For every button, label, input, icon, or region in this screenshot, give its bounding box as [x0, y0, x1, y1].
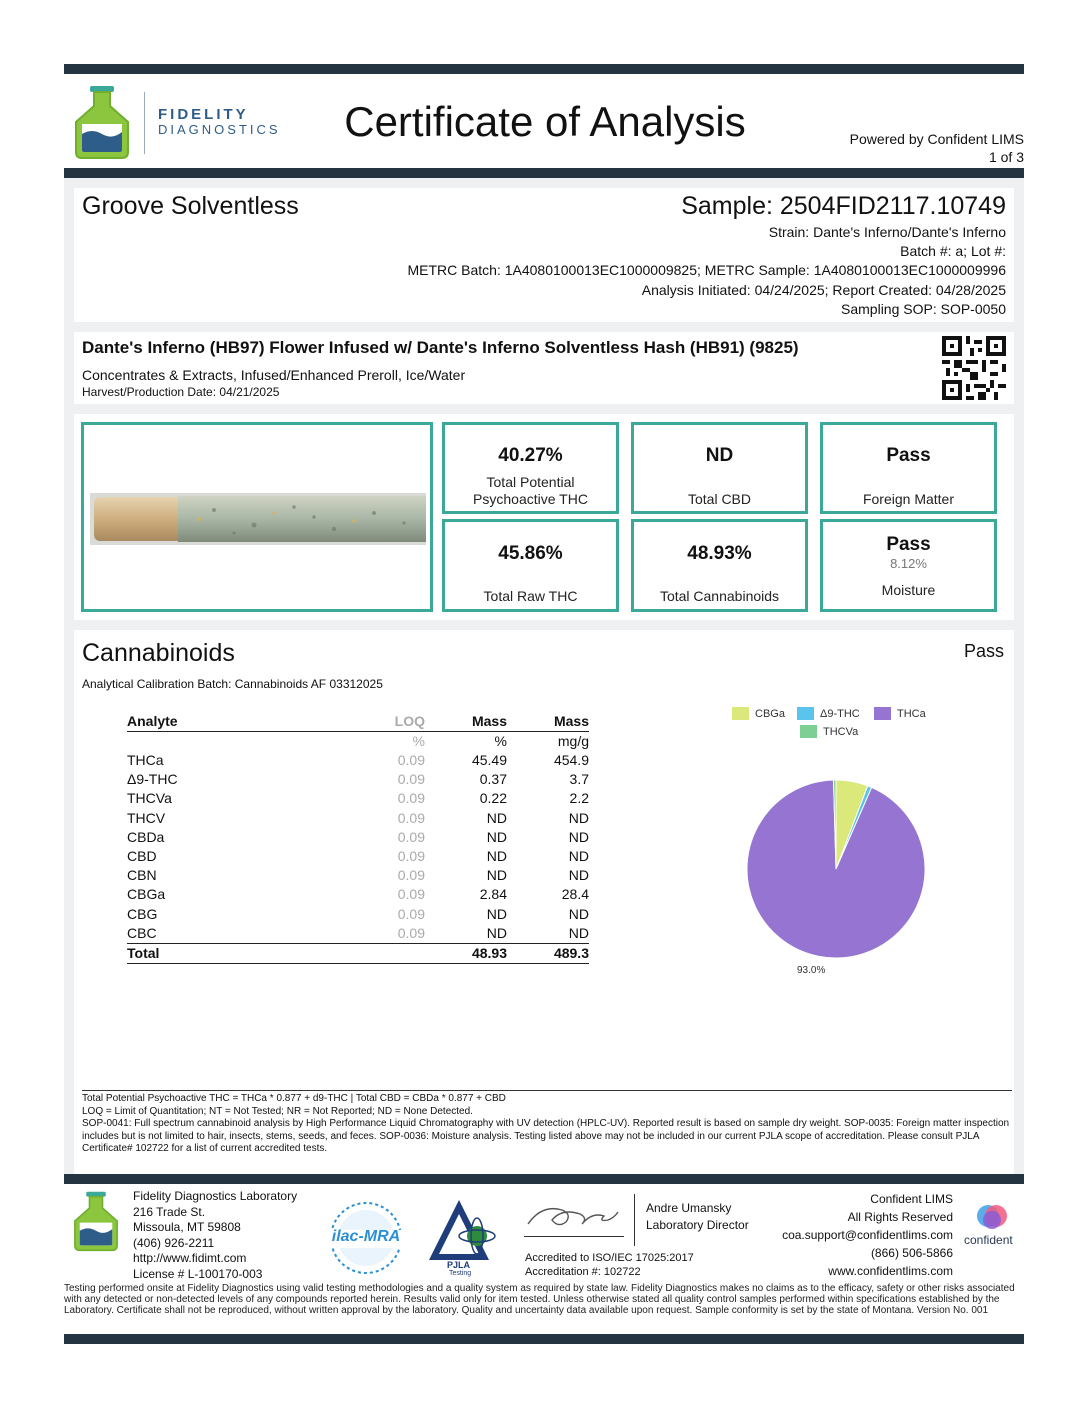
- confident-logo: [962, 1202, 1022, 1250]
- summary-label: Moisture: [881, 582, 936, 598]
- mass-percent-cell: 45.49: [471, 752, 507, 769]
- mass-percent-cell: ND: [486, 848, 507, 865]
- table-header-row: [127, 712, 589, 732]
- unit-cell: [127, 732, 277, 752]
- iso-accreditation: Accredited to ISO/IEC 17025:2017: [525, 1252, 694, 1264]
- pjla-logo: [425, 1198, 505, 1280]
- footnote: SOP-0041: Full spectrum cannabinoid analysis by High Performance Liquid Chromatography with UV detection (HPLC-UV). Reported result is based on sample dry weight. SOP-0035: Foreign matter inspection includes but is not limited to hair, insects, stems, seeds, and feces. SOP-0036: Moisture analysis. Testing listed above may not be included in our current PJLA scope of accreditation. Please consult PJLA Certificate# 102722 for a list of current accredited tests.: [82, 1118, 1010, 1155]
- mass-mg-cell: ND: [568, 905, 589, 922]
- legend-swatch: [874, 707, 891, 720]
- footer-top-bar: [64, 1174, 1024, 1184]
- legend-item-d9thc: [797, 707, 860, 720]
- strain: Strain: Dante's Inferno/Dante's Inferno: [768, 224, 1006, 240]
- summary-value: 40.27%: [498, 445, 563, 466]
- product-image-frame: [81, 422, 433, 612]
- flask-icon: [70, 84, 134, 160]
- lims-email[interactable]: coa.support@confidentlims.com: [782, 1228, 953, 1242]
- loq-cell: 0.09: [397, 771, 425, 788]
- director-title: Laboratory Director: [646, 1218, 749, 1232]
- legend-label: Δ9-THC: [820, 707, 860, 720]
- loq-cell: 0.09: [397, 886, 425, 903]
- summary-tile-total-cbd: [631, 422, 808, 514]
- analyte-cell: CBD: [127, 848, 157, 865]
- lims-name: Confident LIMS: [870, 1192, 953, 1206]
- lab-street: 216 Trade St.: [133, 1204, 206, 1219]
- sample-id: Sample: 2504FID2117.10749: [681, 192, 1006, 220]
- signature-divider: [634, 1194, 635, 1246]
- loq-cell: 0.09: [397, 905, 425, 922]
- unit-cell: %: [494, 733, 507, 749]
- summary-value: Pass: [886, 534, 931, 555]
- top-bar: [64, 64, 1024, 74]
- product-section: [74, 332, 1014, 404]
- page-title: Certificate of Analysis: [344, 98, 746, 145]
- harvest-date: Harvest/Production Date: 04/21/2025: [82, 385, 280, 399]
- summary-label: Total CBD: [687, 491, 752, 507]
- brand-name: FIDELITY: [158, 106, 249, 123]
- lims-rights: All Rights Reserved: [847, 1210, 953, 1224]
- analyte-cell: CBN: [127, 867, 157, 884]
- bottom-bar: [64, 1334, 1024, 1344]
- calibration-batch: Analytical Calibration Batch: Cannabinoids AF 03312025: [82, 677, 383, 691]
- header-bottom-bar: [64, 168, 1024, 178]
- summary-value: ND: [705, 445, 734, 466]
- analyte-cell: Δ9-THC: [127, 771, 178, 788]
- preroll-image: [84, 425, 430, 609]
- legend-swatch: [732, 707, 749, 720]
- column-header: Mass: [507, 712, 589, 732]
- cannabinoids-status: Pass: [963, 641, 1004, 661]
- table-row: [127, 847, 589, 866]
- mass-mg-cell: 489.3: [507, 943, 589, 963]
- summary-label: Total Potential Psychoactive THC: [473, 474, 588, 507]
- sampling-sop: Sampling SOP: SOP-0050: [841, 301, 1006, 317]
- loq-cell: 0.09: [397, 809, 425, 826]
- mass-mg-cell: ND: [568, 924, 589, 941]
- mass-mg-cell: 28.4: [561, 886, 589, 903]
- legend-swatch: [800, 725, 817, 738]
- cannabinoid-pie-chart: [730, 765, 950, 985]
- metrc-info: METRC Batch: 1A4080100013EC1000009825; METRC Sample: 1A4080100013EC1000009996: [407, 262, 1006, 278]
- table-row: [127, 751, 589, 770]
- pie-slice-label: 93.0%: [797, 965, 826, 976]
- lab-address: [133, 1189, 297, 1282]
- unit-cell: %: [412, 733, 425, 749]
- batch-lot: Batch #: a; Lot #:: [900, 243, 1006, 259]
- legend-item-cbga: [732, 707, 785, 720]
- legend-label: CBGa: [755, 707, 785, 720]
- mass-percent-cell: ND: [486, 867, 507, 884]
- analyte-cell: THCV: [127, 809, 166, 826]
- product-category: Concentrates & Extracts, Infused/Enhanced Preroll, Ice/Water: [82, 367, 466, 383]
- footnote: LOQ = Limit of Quantitation; NT = Not Tested; NR = Not Reported; ND = None Detected.: [82, 1105, 473, 1117]
- summary-value: 48.93%: [687, 543, 752, 564]
- flask-icon: [70, 1190, 122, 1252]
- pjla-subtext: Testing: [449, 1270, 472, 1277]
- legend-swatch: [797, 707, 814, 720]
- loq-cell: 0.09: [397, 790, 425, 807]
- mass-percent-cell: ND: [486, 905, 507, 922]
- mass-percent-cell: ND: [486, 809, 507, 826]
- analyte-cell: CBGa: [127, 886, 166, 903]
- mass-percent-cell: 0.22: [479, 790, 507, 807]
- summary-tile-foreign-matter: [820, 422, 997, 514]
- mass-percent-cell: 0.37: [479, 771, 507, 788]
- analyte-cell: Total: [127, 943, 277, 963]
- director-signature: [522, 1198, 622, 1234]
- table-row: [127, 924, 589, 944]
- mass-mg-cell: 3.7: [569, 771, 589, 788]
- mass-mg-cell: ND: [568, 828, 589, 845]
- ilac-mra-text: ilac-MRA: [331, 1228, 401, 1245]
- loq-cell: 0.09: [397, 848, 425, 865]
- lab-phone: (406) 926-2211: [133, 1235, 215, 1250]
- mass-mg-cell: ND: [568, 809, 589, 826]
- ilac-mra-logo: [328, 1200, 404, 1278]
- mass-percent-cell: 2.84: [479, 886, 507, 903]
- loq-cell: 0.09: [397, 828, 425, 845]
- analyte-cell: THCa: [127, 752, 164, 769]
- lims-contact: [782, 1190, 953, 1280]
- lims-website[interactable]: www.confidentlims.com: [828, 1264, 953, 1278]
- column-header: Analyte: [127, 712, 277, 732]
- fidelity-logo: [70, 84, 134, 160]
- lab-license: License # L-100170-003: [133, 1266, 263, 1281]
- mass-percent-cell: 48.93: [425, 943, 507, 963]
- client-section: [74, 188, 1014, 322]
- mass-mg-cell: ND: [568, 848, 589, 865]
- analysis-dates: Analysis Initiated: 04/24/2025; Report Created: 04/28/2025: [641, 282, 1006, 298]
- client-name: Groove Solventless: [82, 192, 299, 220]
- column-header: Mass: [425, 712, 507, 732]
- legend-label: THCVa: [823, 725, 859, 738]
- table-row: [127, 885, 589, 904]
- disclaimer: Testing performed onsite at Fidelity Diagnostics using valid testing methodologies and a quality system as required by state law. Fidelity Diagnostics makes no claims as to the efficacy, safety or other risks associated with any detected or non-detected levels of any compounds reported herein. Results valid only for item tested. Unless otherwise stated all quality control samples performed within specifications established by the Laboratory. Certificate shall not be reproduced, without written approval by the laboratory. Quality and uncertainty data available upon request. Sample conformity is set by the state of Montana. Version No. 001: [64, 1283, 1015, 1316]
- confident-wordmark: confident: [964, 1233, 1013, 1247]
- pjla-text: PJLA: [447, 1260, 471, 1270]
- summary-tile-moisture: [820, 519, 997, 612]
- analyte-cell: CBDa: [127, 828, 165, 845]
- summary-subvalue: 8.12%: [890, 556, 927, 571]
- summary-label: Total Cannabinoids: [659, 588, 780, 604]
- table-row: [127, 905, 589, 924]
- mass-mg-cell: 454.9: [553, 752, 589, 769]
- lab-website[interactable]: http://www.fidimt.com: [133, 1251, 247, 1265]
- mass-mg-cell: ND: [568, 867, 589, 884]
- table-row: [127, 828, 589, 847]
- summary-label: Foreign Matter: [862, 491, 955, 507]
- mass-mg-cell: 2.2: [569, 790, 589, 807]
- mass-percent-cell: ND: [486, 924, 507, 941]
- lab-city: Missoula, MT 59808: [133, 1220, 241, 1234]
- page-number: 1 of 3: [988, 149, 1024, 165]
- analyte-cell: THCVa: [127, 790, 172, 807]
- table-row: [127, 770, 589, 789]
- summary-value: Pass: [886, 445, 931, 466]
- table-row: [127, 789, 589, 808]
- summary-tile-total-cannabinoids: [631, 519, 808, 612]
- footnotes: [82, 1090, 1012, 1156]
- summary-tile-psychoactive-thc: [442, 422, 619, 514]
- loq-cell: 0.09: [397, 752, 425, 769]
- legend-label: THCa: [897, 707, 926, 720]
- summary-label: Total Raw THC: [483, 588, 578, 604]
- footnote: Total Potential Psychoactive THC = THCa * 0.877 + d9-THC | Total CBD = CBDa * 0.877 + CBD: [82, 1093, 506, 1104]
- confident-icon: [962, 1202, 1022, 1232]
- powered-by: Powered by Confident LIMS: [849, 131, 1024, 147]
- total-row: [127, 943, 589, 963]
- brand-subtitle: DIAGNOSTICS: [158, 122, 281, 137]
- accreditation-number: Accreditation #: 102722: [525, 1266, 641, 1278]
- footer-fidelity-logo: [70, 1190, 122, 1257]
- cannabinoids-heading: Cannabinoids: [82, 639, 235, 667]
- loq-cell: 0.09: [397, 867, 425, 884]
- column-header: LOQ: [277, 712, 425, 732]
- analyte-cell: CBG: [127, 905, 158, 922]
- loq-cell: [277, 943, 425, 963]
- signature-line: [524, 1236, 624, 1237]
- loq-cell: 0.09: [397, 924, 425, 941]
- legend-item-thcva: [800, 725, 858, 738]
- lims-phone: (866) 506-5866: [870, 1246, 953, 1260]
- units-row: [127, 732, 589, 752]
- cannabinoids-table: [127, 712, 589, 964]
- table-row: [127, 866, 589, 885]
- qr-code[interactable]: [942, 336, 1006, 400]
- table-row: [127, 809, 589, 828]
- logo-divider: [144, 92, 145, 154]
- legend-item-thca: [874, 707, 926, 720]
- lab-name: Fidelity Diagnostics Laboratory: [133, 1189, 298, 1203]
- analyte-cell: CBC: [127, 924, 157, 941]
- director-name: Andre Umansky: [646, 1201, 732, 1215]
- mass-percent-cell: ND: [486, 828, 507, 845]
- summary-value: 45.86%: [498, 543, 563, 564]
- product-title: Dante's Inferno (HB97) Flower Infused w/ Dante's Inferno Solventless Hash (HB91) (9825): [82, 338, 799, 357]
- pjla-icon: [425, 1198, 505, 1264]
- summary-tile-total-raw-thc: [442, 519, 619, 612]
- unit-cell: mg/g: [557, 733, 589, 749]
- qr-code-icon: [942, 336, 1006, 400]
